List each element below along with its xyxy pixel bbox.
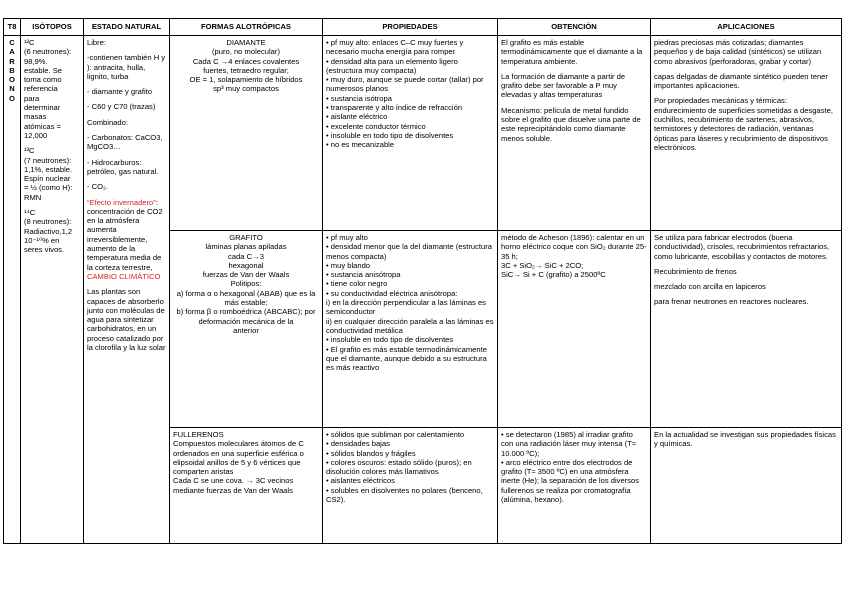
allotrope-line: OE = 1, solapamiento de híbridos: [189, 75, 303, 85]
property-item: • pf muy alto: enlaces C–C muy fuertes y necesario mucha energía para romper: [326, 38, 464, 57]
obtention-paragraph: método de Acheson (1896): calentar en un horno eléctrico coque con SiO₂ durante 25-35 h;: [501, 233, 647, 261]
applications-grafito: [651, 231, 842, 428]
property-item: • su conductividad eléctrica anisótropa:: [326, 288, 458, 298]
element-letter: A: [9, 47, 15, 57]
isotope-line: ¹³C: [24, 146, 35, 156]
property-item: • sólidos blandos y frágiles: [326, 448, 416, 458]
allotrope-line: Politipos:: [230, 279, 262, 289]
isotope-line: referencia: [24, 84, 58, 94]
isotope-c13: [24, 146, 80, 202]
greenhouse-title: “Efecto invernadero”: [87, 197, 156, 207]
property-item: • excelente conductor térmico: [326, 121, 426, 131]
header-applications: APLICACIONES: [651, 19, 842, 36]
isotope-c12: [24, 38, 80, 140]
obtention-paragraph: • arco eléctrico entre dos electrodos de grafito (T≈ 3500 ºC) en una atmósfera inerte (He); la separación de los diversos fullerenos se realiza por cromatografía (alúmina, hexano).: [501, 457, 640, 505]
application-paragraph: mezclado con arcilla en lapiceros: [654, 282, 766, 292]
natural-state-line: -contienen también H y ): antracita, hulla, lignito, turba: [87, 53, 166, 81]
isotope-line: = ½ (como H):: [24, 183, 73, 193]
property-item: • El grafito es más estable termodinámicamente que el diamante, aunque debido a su estructura es más reactivo: [326, 344, 487, 373]
obtention-paragraph: La formación de diamante a partir de grafito debe ser favorable a P muy elevadas y altas temperaturas: [501, 71, 626, 100]
element-letter: O: [9, 75, 15, 85]
isotope-line: ¹²C: [24, 38, 35, 47]
allotrope-title: DIAMANTE: [226, 38, 266, 47]
row-diamante: [4, 36, 842, 231]
isotope-line: (7 neutrones):: [24, 155, 72, 165]
header-obtention: OBTENCIÓN: [498, 19, 651, 36]
property-item: • pf muy alto: [326, 233, 368, 242]
allotrope-line: fuerzas de Van der Waals: [202, 270, 290, 280]
natural-state-cell: [84, 36, 170, 544]
property-item: • aislante eléctrico: [326, 112, 388, 122]
applications-fullerenos: [651, 428, 842, 544]
obtention-diamante: [498, 36, 651, 231]
property-item: • solubles en disolventes no polares (benceno, CS2).: [326, 485, 483, 505]
isotope-line: seres vivos.: [24, 245, 65, 255]
isotopes-cell: [21, 36, 84, 544]
allotrope-line: láminas planas apiladas: [205, 242, 287, 252]
allotrope-line: a) forma α o hexagonal (ABAB) que es la más estable;: [176, 288, 316, 308]
element-letter: N: [9, 84, 15, 94]
element-letter: R: [9, 56, 15, 66]
allotrope-title: GRAFITO: [229, 233, 263, 242]
allotrope-line: (puro, no molecular): [212, 47, 280, 57]
property-item: • transparente y alto índice de refracción: [326, 103, 463, 113]
isotope-line: 10⁻¹⁰% en: [24, 235, 60, 245]
isotope-line: Radiactivo,1,2: [24, 226, 73, 236]
isotope-c14: [24, 208, 80, 254]
properties-fullerenos: [323, 428, 498, 544]
property-item: • insoluble en todo tipo de disolventes: [326, 130, 454, 140]
properties-diamante: [323, 36, 498, 231]
property-item: • tiene color negro: [326, 279, 388, 289]
natural-state-line: - Hidrocarburos: petróleo, gas natural.: [87, 157, 159, 176]
isotope-line: determinar: [24, 103, 61, 113]
property-item: • muy duro, aunque se puede cortar (tallar) por numerosos planos: [326, 75, 484, 94]
property-item: • aislantes eléctricos: [326, 476, 395, 486]
allotrope-diamante: [170, 36, 323, 231]
obtention-fullerenos: [498, 428, 651, 544]
obtention-paragraph: El grafito es más estable termodinámicamente que el diamante a la temperatura ambiente.: [501, 38, 643, 66]
element-letter: C: [9, 38, 15, 47]
photosynthesis-text: Las plantas son capaces de absorberlo junto con moléculas de agua para sintetizar carbohidratos, en un proceso catalizado por la clorofila y la luz solar: [87, 287, 166, 353]
property-item: ii) en cualquier dirección paralela a las láminas es conductividad metálica: [326, 316, 494, 335]
property-item: • muy blando: [326, 260, 371, 270]
isotope-line: (6 neutrones):: [24, 47, 72, 57]
property-item: • densidades bajas: [326, 439, 390, 449]
isotope-line: 98,9%.: [24, 56, 48, 66]
carbon-table: [3, 18, 842, 544]
allotrope-line: anterior: [233, 325, 259, 335]
obtention-paragraph: 3C + SiO₂→ SiC + 2CO;: [501, 260, 584, 270]
natural-state-line: - Carbonatos: CaCO3, MgCO3…: [87, 133, 163, 152]
header-isotopes: ISÓTOPOS: [21, 19, 84, 36]
application-paragraph: piedras preciosas más cotizadas; diamantes pequeños y de baja calidad (sintéticos) se utilizan como abrasivos (perforadoras, grabar y cortar): [654, 38, 822, 66]
property-item: • sustancia anisótropa: [326, 270, 401, 280]
isotope-line: (8 neutrones):: [24, 217, 72, 227]
allotrope-title: FULLERENOS: [173, 430, 224, 439]
climate-change: CAMBIO CLIMÁTICO: [87, 271, 161, 281]
natural-state-line: - CO₂.: [87, 182, 109, 192]
property-item: • sustancia isótropa: [326, 93, 392, 103]
isotope-line: 1,1%, estable.: [24, 164, 73, 174]
header-t8: T8: [4, 19, 21, 36]
element-name-cell: [4, 36, 21, 544]
properties-grafito: [323, 231, 498, 428]
property-item: • sólidos que subliman por calentamiento: [326, 430, 465, 439]
property-item: i) en la dirección perpendicular a las láminas es semiconductor: [326, 298, 486, 317]
header-properties: PROPIEDADES: [323, 19, 498, 36]
allotrope-grafito: [170, 231, 323, 428]
natural-state-line: - diamante y grafito: [87, 87, 152, 97]
property-item: • colores oscuros: estado sólido (puros); en disolución colores más llamativos: [326, 457, 472, 477]
isotope-line: RMN: [24, 192, 42, 202]
application-paragraph: Recubrimiento de frenos: [654, 266, 737, 276]
allotrope-line: b) forma β o romboédrica (ABCABC); por deformación mecánica de la: [176, 307, 316, 326]
obtention-paragraph: • se detectaron (1985) al irradiar grafito con una radiación láser muy intensa (T≈ 10.000 ºC);: [501, 430, 637, 458]
allotrope-line: cada C→3: [228, 251, 264, 261]
isotope-line: estable. Se: [24, 65, 62, 75]
isotope-line: para: [24, 93, 40, 103]
property-item: • no es mecanizable: [326, 140, 395, 150]
header-allotropes: FORMAS ALOTRÓPICAS: [170, 19, 323, 36]
allotrope-line: fuertes, tetraedro regular;: [203, 65, 289, 75]
allotrope-line: Compuestos moleculares átomos de C ordenados en una superficie esférica o elipsoidal anillos de 5 y 6 vértices que comparten aristas: [173, 439, 304, 477]
property-item: • densidad menor que la del diamante (estructura menos compacta): [326, 242, 493, 261]
allotrope-line: hexagonal: [228, 260, 264, 270]
isotope-line: 12,000: [24, 130, 48, 140]
obtention-grafito: [498, 231, 651, 428]
obtention-paragraph: Mecanismo: película de metal fundido sobre el grafito que disuelve una parte de este reprecipitándolo como diamante menos soluble.: [501, 105, 641, 143]
element-letter: O: [9, 93, 15, 103]
header-row: [4, 19, 842, 36]
applications-diamante: [651, 36, 842, 231]
greenhouse-paragraph: [87, 198, 166, 282]
application-paragraph: capas delgadas de diamante sintético pueden tener importantes aplicaciones.: [654, 71, 828, 91]
allotrope-line: Cada C →4 enlaces covalentes: [192, 56, 300, 66]
header-natural-state: ESTADO NATURAL: [84, 19, 170, 36]
application-paragraph: Por propiedades mecánicas y térmicas: endurecimiento de superficies sometidas a desgaste, cuchillos, recubrimiento de sartenes, abrasivos, termistores y detectores de radiación, ventanas ópticas para láseres y recubrimiento de dispositivos electrónicos.: [654, 96, 833, 152]
natural-state-line: - C60 y C70 (trazas): [87, 102, 156, 112]
allotrope-line: sp³ muy compactos: [213, 84, 279, 94]
property-item: • insoluble en todo tipo de disolventes: [326, 335, 454, 345]
property-item: • densidad alta para un elemento ligero (estructura muy compacta): [326, 56, 458, 75]
natural-state-line: Libre:: [87, 38, 106, 47]
greenhouse-text: : concentración de CO2 en la atmósfera aumenta irreversiblemente, aumento de la temperatura media de la corteza terrestre,: [87, 197, 163, 272]
isotope-line: ¹⁴C: [24, 208, 36, 218]
natural-state-line: Combinado:: [87, 117, 128, 127]
allotrope-line: Cada C se une cova. → 3C vecinos mediante fuerzas de Van der Waals: [173, 476, 294, 495]
isotope-line: Espín nuclear: [24, 174, 71, 184]
obtention-paragraph: SiC→ Si + C (grafito) a 2500ºC: [501, 270, 606, 280]
application-paragraph: para frenar neutrones en reactores nucleares.: [654, 297, 809, 307]
element-letter: B: [9, 65, 15, 75]
isotope-line: masas: [24, 112, 47, 122]
isotope-line: atómicas =: [24, 121, 61, 131]
application-paragraph: Se utiliza para fabricar electrodos (buena conductividad), crisoles, recubrimientos refractarios, como lubricante, escobillas y contactos de motores.: [654, 233, 830, 261]
allotrope-fullerenos: [170, 428, 323, 544]
application-paragraph: En la actualidad se investigan sus propiedades físicas y químicas.: [654, 430, 836, 449]
isotope-line: toma como: [24, 75, 62, 85]
